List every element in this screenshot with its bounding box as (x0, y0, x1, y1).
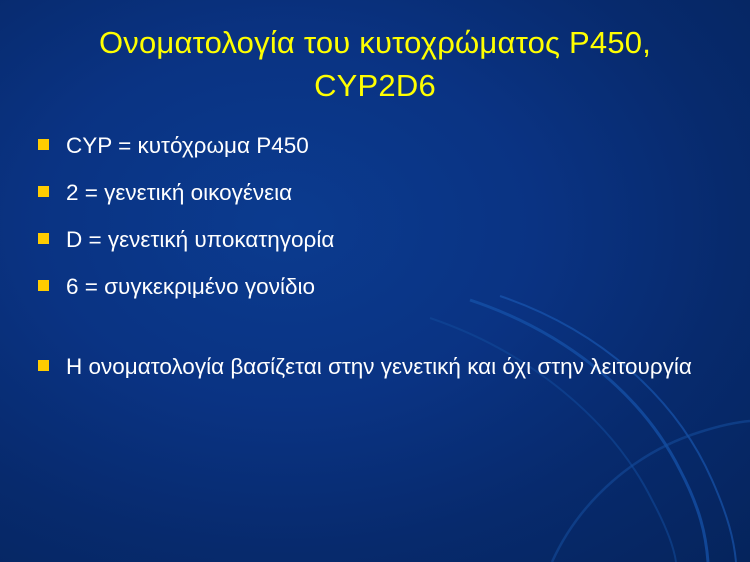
list-item (38, 130, 718, 162)
list-item (38, 177, 718, 209)
list-item-label: Η ονοματολογία βασίζεται στην γενετική και όχι στην λειτουργία (66, 353, 692, 379)
square-bullet-icon (38, 233, 49, 244)
square-bullet-icon (38, 139, 49, 150)
list-item-label: 6 = συγκεκριμένο γονίδιο (66, 273, 315, 299)
list-item (38, 351, 718, 383)
square-bullet-icon (38, 280, 49, 291)
list-item (38, 271, 718, 303)
square-bullet-icon (38, 186, 49, 197)
slide-bullet-list (38, 130, 718, 398)
list-item-label: 2 = γενετική οικογένεια (66, 179, 293, 205)
square-bullet-icon (38, 360, 49, 371)
list-item (38, 224, 718, 256)
slide-title: Ονοματολογία του κυτοχρώματος P450, CYP2D6 (98, 25, 652, 103)
list-item-label: D = γενετική υποκατηγορία (66, 226, 335, 252)
list-item-label: CYP = κυτόχρωμα P450 (66, 133, 309, 158)
